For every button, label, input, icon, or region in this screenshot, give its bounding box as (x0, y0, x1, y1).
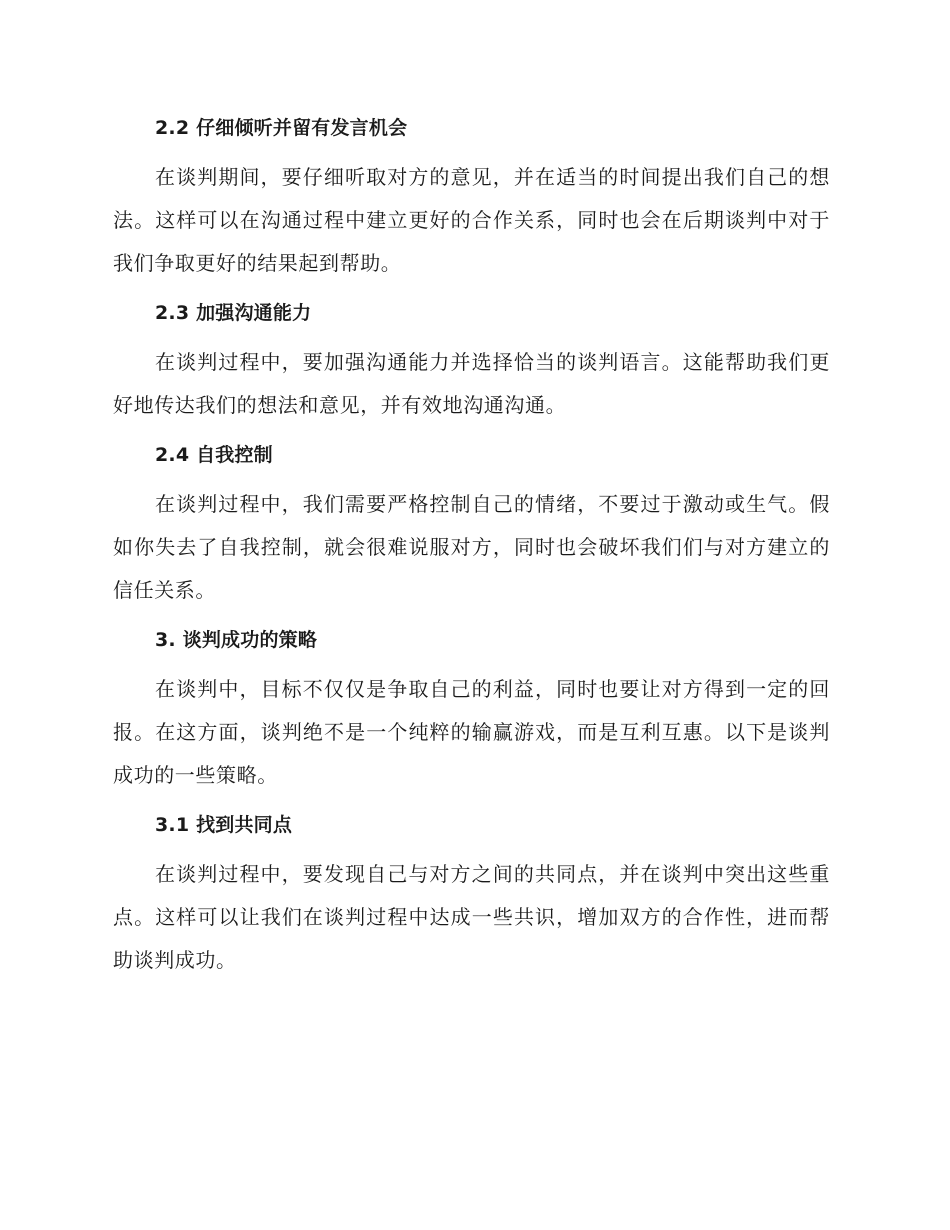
section-heading-2-2: 2.2 仔细倾听并留有发言机会 (155, 117, 408, 139)
section-heading-3-1: 3.1 找到共同点 (155, 814, 293, 836)
section-paragraph-3-1: 在谈判过程中，要发现自己与对方之间的共同点，并在谈判中突出这些重点。这样可以让我们在谈判过程中达成一些共识，增加双方的合作性，进而帮助谈判成功。 (113, 862, 830, 972)
section-paragraph-2-4: 在谈判过程中，我们需要严格控制自己的情绪，不要过于激动或生气。假如你失去了自我控制，就会很难说服对方，同时也会破坏我们们与对方建立的信任关系。 (113, 492, 830, 602)
section-paragraph-2-2: 在谈判期间，要仔细听取对方的意见，并在适当的时间提出我们自己的想法。这样可以在沟通过程中建立更好的合作关系，同时也会在后期谈判中对于我们争取更好的结果起到帮助。 (113, 165, 830, 275)
section-heading-2-3: 2.3 加强沟通能力 (155, 302, 312, 324)
document-body (113, 108, 830, 990)
section-heading-2-4: 2.4 自我控制 (155, 444, 273, 466)
section-heading-3: 3. 谈判成功的策略 (155, 629, 318, 651)
section-paragraph-2-3: 在谈判过程中，要加强沟通能力并选择恰当的谈判语言。这能帮助我们更好地传达我们的想法和意见，并有效地沟通沟通。 (113, 350, 830, 417)
section-paragraph-3: 在谈判中，目标不仅仅是争取自己的利益，同时也要让对方得到一定的回报。在这方面，谈判绝不是一个纯粹的输赢游戏，而是互利互惠。以下是谈判成功的一些策略。 (113, 677, 830, 787)
